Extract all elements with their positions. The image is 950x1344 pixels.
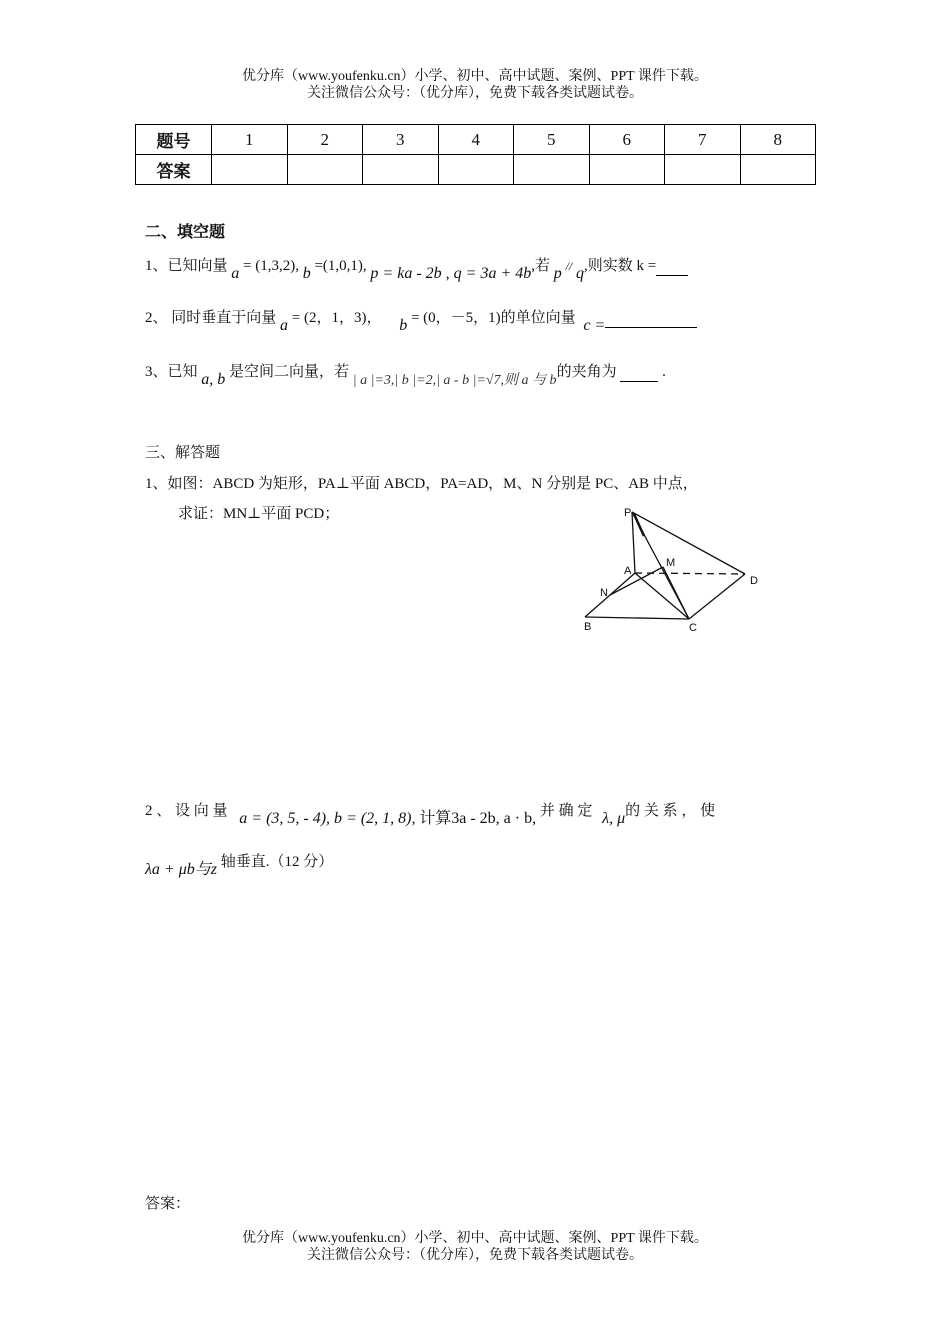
label-m: M <box>666 557 676 569</box>
answer-cell[interactable] <box>212 155 288 185</box>
q1-vector-b: b <box>302 265 311 282</box>
row-label-question-number: 题号 <box>136 125 212 155</box>
edge-ac <box>635 573 689 619</box>
q1-text-2: = (1,3,2), <box>243 258 299 274</box>
footer-line-2: 关注微信公众号：（优分库），免费下载各类试题试卷。 <box>307 1248 643 1263</box>
question-number-cell: 3 <box>363 125 439 155</box>
label-n: N <box>600 587 608 599</box>
q3-text-2: 是空间二向量，若 <box>229 364 350 380</box>
q3-condition: | a |=3,| b |=2,| a - b |=√7,则 a 与 b <box>352 373 557 388</box>
problem-2-line-2 <box>145 848 334 878</box>
q1-vector-p: p <box>553 265 562 282</box>
answer-cell[interactable] <box>589 155 665 185</box>
q1-vector-a: a <box>231 265 240 282</box>
q3-vectors-ab: a, b <box>201 371 226 388</box>
page-header <box>0 68 950 102</box>
label-c: C <box>689 622 697 634</box>
question-number-cell: 1 <box>212 125 288 155</box>
q1-text-1: 1、已知向量 <box>145 258 228 274</box>
question-number-cell: 4 <box>438 125 514 155</box>
edge-bc <box>585 617 689 619</box>
q1-expression: p = ka - 2b , q = 3a + 4b <box>370 265 532 282</box>
edge-cd <box>689 574 745 619</box>
footer-line-1: 优分库（www.youfenku.cn）小学、初中、高中试题、案例、PPT 课件下载。 <box>242 1231 708 1246</box>
row-label-answer: 答案 <box>136 155 212 185</box>
section-title-solve: 三、解答题 <box>145 445 221 461</box>
q2-vector-b: b <box>399 317 408 334</box>
q1-text-3: =(1,0,1), <box>314 258 367 274</box>
p2-lambda-mu: λ, μ <box>602 810 626 827</box>
q2-text-2: = (2，1，3)， <box>291 310 382 326</box>
problem-1-line-1: 1、如图：ABCD 为矩形，PA⊥平面 ABCD，PA=AD，M、N 分别是 PC、AB 中点， <box>145 476 698 492</box>
fill-question-2 <box>145 306 697 334</box>
edge-pa <box>632 512 635 573</box>
label-b: B <box>584 621 592 633</box>
question-number-cell: 2 <box>287 125 363 155</box>
q3-answer-blank[interactable] <box>620 364 658 382</box>
section-title-fill-in: 二、填空题 <box>145 222 226 241</box>
p2-text-1: 2 、 设 向 量 <box>145 803 228 819</box>
q3-text-1: 3、已知 <box>145 364 198 380</box>
header-line-1: 优分库（www.youfenku.cn）小学、初中、高中试题、案例、PPT 课件下载。 <box>242 69 708 84</box>
answer-cell[interactable] <box>438 155 514 185</box>
q2-text-1: 2、 同时垂直于向量 <box>145 310 277 326</box>
q3-text-3: 的夹角为 <box>556 364 617 380</box>
answer-cell[interactable] <box>287 155 363 185</box>
q2-text-3: = (0，－5，1)的单位向量 <box>410 310 576 326</box>
fill-question-3 <box>145 360 666 388</box>
q1-text-5: ,则实数 k = <box>583 258 657 274</box>
label-d: D <box>750 575 758 587</box>
answer-cell[interactable] <box>514 155 590 185</box>
page-footer <box>0 1230 950 1264</box>
p2-text-2: 并 确 定 <box>539 803 593 819</box>
answer-label: 答案： <box>145 1196 191 1212</box>
label-p: P <box>624 507 632 519</box>
answer-table <box>135 124 816 185</box>
header-line-2: 关注微信公众号：（优分库），免费下载各类试题试卷。 <box>307 86 643 101</box>
p2-vectors: a = (3, 5, - 4), b = (2, 1, 8), <box>239 810 416 827</box>
question-number-cell: 5 <box>514 125 590 155</box>
answer-cell[interactable] <box>665 155 741 185</box>
label-a: A <box>624 565 632 577</box>
p2-line2-text: 轴垂直.（12 分） <box>220 854 334 870</box>
fill-question-1 <box>145 254 688 282</box>
q2-vector-a: a <box>280 317 289 334</box>
q2-answer-blank[interactable] <box>605 310 697 328</box>
q1-vector-q: q <box>575 265 584 282</box>
geometry-figure <box>575 500 775 640</box>
q1-parallel-symbol: // <box>565 259 573 273</box>
q3-end: . <box>662 364 666 380</box>
problem-1-line-2: 求证：MN⊥平面 PCD； <box>178 506 340 522</box>
answer-cell[interactable] <box>363 155 439 185</box>
p2-text-3: 的 关 系 ， 使 <box>625 803 716 819</box>
table-row <box>136 125 816 155</box>
segment-mc <box>663 567 689 619</box>
p2-calc: 计算3a - 2b, a · b, <box>419 810 537 827</box>
q2-vector-c: c = <box>583 317 606 334</box>
question-number-cell: 7 <box>665 125 741 155</box>
p2-line2-expression: λa + μb与z <box>145 861 217 878</box>
q1-answer-blank[interactable] <box>656 258 688 276</box>
q1-text-4: ,若 <box>531 258 551 274</box>
answer-cell[interactable] <box>740 155 816 185</box>
question-number-cell: 8 <box>740 125 816 155</box>
question-number-cell: 6 <box>589 125 665 155</box>
table-row <box>136 155 816 185</box>
problem-2-line-1 <box>145 797 807 827</box>
